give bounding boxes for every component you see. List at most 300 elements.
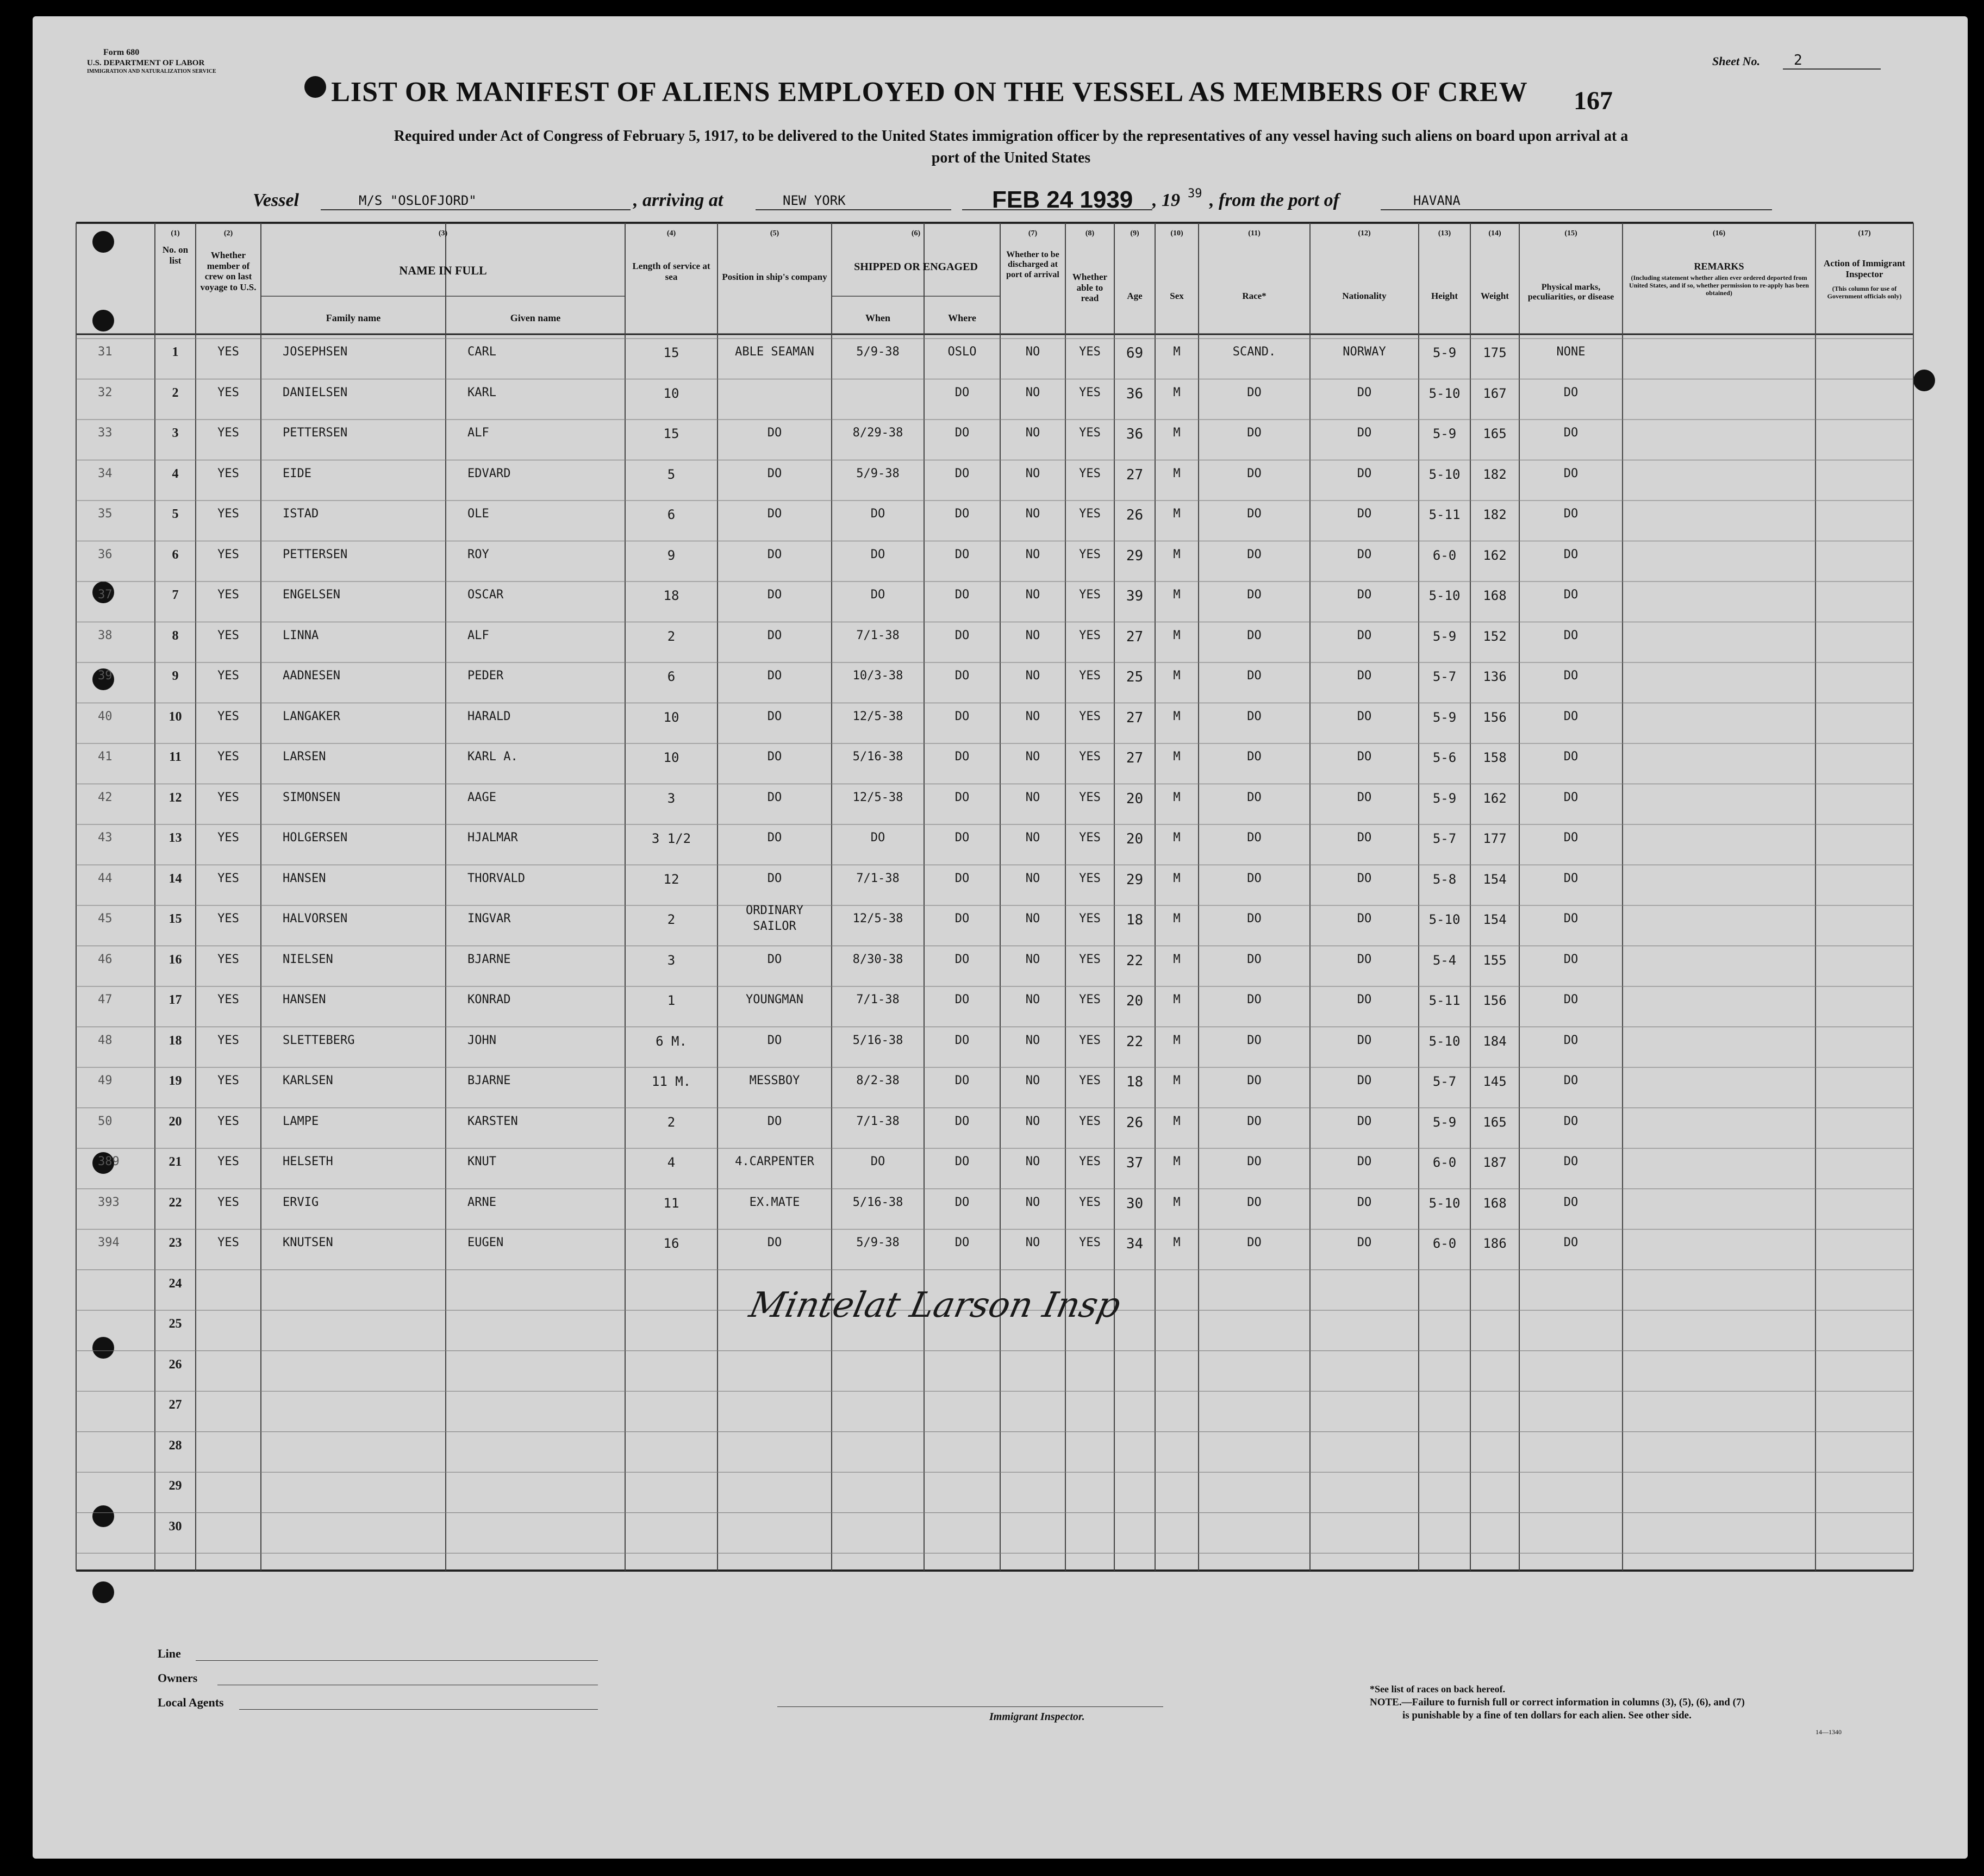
col-15-number: (15) [1564,229,1577,237]
subtitle-line-2: port of the United States [931,149,1091,166]
discharged-cell: NO [1025,1114,1040,1128]
table-row [33,1115,1968,1155]
physical-marks-cell: DO [1563,1155,1579,1168]
age-cell: 27 [1126,750,1144,766]
sex-cell: M [1173,709,1181,723]
family-name-cell: EIDE [283,466,311,480]
last-voyage-cell: YES [217,1155,239,1168]
form-code: 14—1340 [1815,1728,1842,1736]
department-name: U.S. DEPARTMENT OF LABOR [87,59,205,67]
discharged-cell: NO [1025,466,1040,480]
sex-cell: M [1173,831,1181,845]
position-cell: DO [767,1033,782,1047]
inspector-signature: Mintelat Larson Insp [746,1285,1124,1325]
physical-marks-cell: DO [1563,385,1579,399]
physical-marks-cell: DO [1563,709,1579,723]
height-cell: 5-10 [1428,466,1461,482]
given-name-cell: KNUT [467,1155,496,1168]
sex-cell: M [1173,345,1181,359]
age-cell: 22 [1126,952,1144,969]
race-cell: DO [1247,385,1262,399]
row-margin-number: 47 [98,993,113,1006]
height-cell: 6-0 [1432,547,1457,563]
last-voyage-cell: YES [217,1195,239,1209]
nationality-cell: DO [1357,1033,1372,1047]
race-cell: DO [1247,669,1262,683]
family-name-cell: PETTERSEN [283,547,348,561]
able-to-read-cell: YES [1079,385,1101,399]
nationality-cell: DO [1357,1195,1372,1209]
physical-marks-cell: DO [1563,750,1579,764]
row-margin-number: 49 [98,1074,113,1087]
shipped-where-cell: DO [954,669,970,683]
service-length-cell: 6 [667,507,676,522]
given-name-cell: KARL A. [467,750,518,764]
race-cell: SCAND. [1232,345,1276,359]
col-3-number: (3) [438,229,448,237]
height-cell: 5-9 [1432,628,1457,644]
col-1-label: No. on list [162,245,189,266]
race-cell: DO [1247,1195,1262,1209]
sheet-number: 2 [1794,52,1802,68]
age-cell: 34 [1126,1236,1144,1252]
form-title: LIST OR MANIFEST OF ALIENS EMPLOYED ON THE VESSEL AS MEMBERS OF CREW [331,77,1528,108]
table-row [33,872,1968,912]
discharged-cell: NO [1025,993,1040,1006]
nationality-cell: DO [1357,385,1372,399]
nationality-cell: DO [1357,1074,1372,1087]
position-cell: DO [767,1114,782,1128]
row-margin-number: 43 [98,831,113,845]
table-row [33,669,1968,710]
height-cell: 5-9 [1432,1114,1457,1130]
row-margin-number: 46 [98,952,113,966]
table-row [33,345,1968,386]
table-row [33,507,1968,548]
discharged-cell: NO [1025,1033,1040,1047]
row-number: 5 [172,507,179,521]
physical-marks-cell: DO [1563,1195,1579,1209]
height-cell: 5-11 [1428,507,1461,522]
service-length-cell: 16 [663,1236,679,1251]
footer-agents-label: Local Agents [158,1696,224,1709]
shipped-when-cell: 5/9-38 [856,345,900,359]
given-name-cell: EDVARD [467,466,511,480]
sex-cell: M [1173,588,1181,602]
family-name-cell: PETTERSEN [283,426,348,440]
discharged-cell: NO [1025,709,1040,723]
col-8-number: (8) [1085,229,1095,237]
last-voyage-cell: YES [217,750,239,764]
table-row [33,993,1968,1034]
position-cell: ABLE SEAMAN [735,345,814,359]
family-name-cell: DANIELSEN [283,385,348,399]
vessel-label: Vessel [253,190,299,210]
weight-cell: 152 [1483,628,1507,644]
nationality-cell: DO [1357,709,1372,723]
immigrant-inspector-label: Immigrant Inspector. [989,1711,1085,1723]
col-7-label: Whether to be discharged at port of arrival [1006,250,1059,279]
family-name-cell: LANGAKER [283,709,340,723]
shipped-where-cell: DO [954,547,970,561]
race-cell: DO [1247,1033,1262,1047]
table-row [33,588,1968,629]
table-row [33,1196,1968,1236]
position-cell: 4.CARPENTER [735,1155,814,1168]
from-label: , from the port of [1209,190,1339,210]
page-number: 167 [1574,86,1613,115]
service-length-cell: 2 [667,1114,676,1130]
last-voyage-cell: YES [217,507,239,521]
row-number: 24 [169,1276,182,1291]
weight-cell: 162 [1483,790,1507,806]
shipped-when-cell: 5/9-38 [856,466,900,480]
table-row [33,710,1968,751]
position-cell: DO [767,790,782,804]
discharged-cell: NO [1025,426,1040,440]
given-name-cell: KARL [467,385,496,399]
row-margin-number: 394 [98,1236,120,1249]
shipped-where-cell: DO [954,993,970,1006]
age-cell: 39 [1126,588,1144,604]
shipped-where-cell: DO [954,912,970,926]
col-17-number: (17) [1858,229,1871,237]
weight-cell: 168 [1483,588,1507,603]
height-cell: 5-8 [1432,871,1457,887]
age-cell: 20 [1126,993,1144,1009]
height-cell: 5-6 [1432,750,1457,765]
service-length-cell: 11 M. [651,1074,691,1089]
height-cell: 5-9 [1432,709,1457,725]
height-cell: 5-4 [1432,952,1457,968]
row-number: 28 [169,1438,182,1453]
shipped-when-cell: 5/9-38 [856,1236,900,1249]
shipped-when-cell: 7/1-38 [856,871,900,885]
service-name: IMMIGRATION AND NATURALIZATION SERVICE [87,68,216,74]
weight-cell: 165 [1483,1114,1507,1130]
col-17-sublabel: (This column for use of Government officials only) [1827,285,1902,300]
given-name-cell: INGVAR [467,912,511,926]
shipped-when-cell: 8/30-38 [852,952,903,966]
table-row [33,791,1968,831]
able-to-read-cell: YES [1079,1236,1101,1249]
age-cell: 69 [1126,345,1144,361]
last-voyage-cell: YES [217,547,239,561]
row-number: 23 [169,1236,182,1250]
row-number: 22 [169,1195,182,1210]
col-6-when-label: When [865,312,890,323]
sex-cell: M [1173,385,1181,399]
col-3-given-label: Given name [510,312,561,323]
discharged-cell: NO [1025,790,1040,804]
last-voyage-cell: YES [217,426,239,440]
col-7-number: (7) [1028,229,1038,237]
shipped-where-cell: DO [954,750,970,764]
col-11-number: (11) [1248,229,1261,237]
given-name-cell: HARALD [467,709,511,723]
family-name-cell: LINNA [283,628,319,642]
discharged-cell: NO [1025,345,1040,359]
weight-cell: 187 [1483,1155,1507,1170]
last-voyage-cell: YES [217,588,239,602]
discharged-cell: NO [1025,507,1040,521]
family-name-cell: SIMONSEN [283,790,340,804]
shipped-when-cell: DO [870,831,885,845]
service-length-cell: 10 [663,750,679,765]
row-number: 8 [172,628,179,643]
discharged-cell: NO [1025,871,1040,885]
col-15-label: Physical marks, peculiarities, or disease [1527,283,1614,302]
col-16-label: REMARKS [1694,261,1744,272]
nationality-cell: DO [1357,871,1372,885]
position-cell: DO [767,426,782,440]
sex-cell: M [1173,1074,1181,1087]
race-cell: DO [1247,709,1262,723]
col-10-label: Sex [1170,291,1184,301]
col-12-label: Nationality [1342,291,1387,301]
footer-owners-label: Owners [158,1671,198,1685]
able-to-read-cell: YES [1079,1074,1101,1087]
physical-marks-cell: DO [1563,547,1579,561]
family-name-cell: SLETTEBERG [283,1033,355,1047]
height-cell: 5-7 [1432,1074,1457,1089]
position-cell: MESSBOY [749,1074,800,1087]
able-to-read-cell: YES [1079,831,1101,845]
shipped-when-cell: 8/29-38 [852,426,903,440]
weight-cell: 155 [1483,952,1507,968]
service-length-cell: 4 [667,1155,676,1170]
height-cell: 5-7 [1432,831,1457,846]
col-9-label: Age [1127,291,1143,301]
sex-cell: M [1173,952,1181,966]
shipped-when-cell: DO [870,547,885,561]
height-cell: 5-11 [1428,993,1461,1008]
col-11-label: Race* [1242,291,1266,301]
position-cell: DO [767,669,782,683]
age-cell: 36 [1126,426,1144,442]
nationality-cell: DO [1357,1155,1372,1168]
height-cell: 5-10 [1428,1033,1461,1049]
last-voyage-cell: YES [217,345,239,359]
row-margin-number: 45 [98,912,113,926]
age-cell: 27 [1126,466,1144,483]
row-margin-number: 35 [98,507,113,521]
position-cell: DO [767,628,782,642]
last-voyage-cell: YES [217,1114,239,1128]
able-to-read-cell: YES [1079,709,1101,723]
service-length-cell: 10 [663,385,679,401]
position-cell: DO [767,952,782,966]
nationality-cell: DO [1357,588,1372,602]
race-cell: DO [1247,912,1262,926]
last-voyage-cell: YES [217,669,239,683]
weight-cell: 162 [1483,547,1507,563]
sex-cell: M [1173,628,1181,642]
last-voyage-cell: YES [217,993,239,1006]
weight-cell: 168 [1483,1195,1507,1211]
year-prefix: , 19 [1152,190,1180,210]
given-name-cell: ARNE [467,1195,496,1209]
service-length-cell: 3 [667,790,676,806]
footer-line-label: Line [158,1647,181,1660]
age-cell: 20 [1126,831,1144,847]
able-to-read-cell: YES [1079,345,1101,359]
row-number: 2 [172,385,179,400]
service-length-cell: 10 [663,709,679,725]
family-name-cell: HANSEN [283,993,326,1006]
race-cell: DO [1247,790,1262,804]
sex-cell: M [1173,426,1181,440]
discharged-cell: NO [1025,912,1040,926]
race-cell: DO [1247,750,1262,764]
row-margin-number: 48 [98,1033,113,1047]
family-name-cell: LAMPE [283,1114,319,1128]
height-cell: 6-0 [1432,1236,1457,1251]
physical-marks-cell: DO [1563,628,1579,642]
row-number: 11 [169,750,182,764]
discharged-cell: NO [1025,547,1040,561]
service-length-cell: 6 M. [656,1033,687,1049]
discharged-cell: NO [1025,1195,1040,1209]
able-to-read-cell: YES [1079,588,1101,602]
table-row [33,386,1968,427]
nationality-cell: DO [1357,426,1372,440]
family-name-cell: ENGELSEN [283,588,340,602]
row-margin-number: 36 [98,547,113,561]
physical-marks-cell: DO [1563,912,1579,926]
age-cell: 27 [1126,709,1144,726]
physical-marks-cell: DO [1563,426,1579,440]
given-name-cell: OSCAR [467,588,504,602]
date-stamp: FEB 24 1939 [992,186,1133,213]
height-cell: 5-9 [1432,345,1457,360]
discharged-cell: NO [1025,952,1040,966]
race-cell: DO [1247,831,1262,845]
age-cell: 18 [1126,1074,1144,1090]
nationality-cell: DO [1357,1114,1372,1128]
col-2-label: Whether member of crew on last voyage to U.S. [200,250,257,292]
family-name-cell: KARLSEN [283,1074,333,1087]
service-length-cell: 9 [667,547,676,563]
physical-marks-cell: DO [1563,1236,1579,1249]
shipped-where-cell: DO [954,1195,970,1209]
table-row [33,426,1968,467]
last-voyage-cell: YES [217,628,239,642]
nationality-cell: DO [1357,952,1372,966]
row-number: 19 [169,1074,182,1088]
row-margin-number: 37 [98,588,113,602]
age-cell: 20 [1126,790,1144,807]
sex-cell: M [1173,1195,1181,1209]
able-to-read-cell: YES [1079,507,1101,521]
age-cell: 26 [1126,1114,1144,1131]
service-length-cell: 11 [663,1195,679,1211]
shipped-when-cell: 5/16-38 [852,1195,903,1209]
discharged-cell: NO [1025,1236,1040,1249]
given-name-cell: OLE [467,507,489,521]
position-cell: DO [767,871,782,885]
age-cell: 36 [1126,385,1144,402]
row-number: 4 [172,466,179,481]
row-number: 16 [169,952,182,967]
last-voyage-cell: YES [217,385,239,399]
table-row [33,953,1968,993]
position-cell: DO [767,547,782,561]
manifest-sheet [33,16,1968,1859]
position-cell: DO [767,709,782,723]
able-to-read-cell: YES [1079,547,1101,561]
shipped-when-cell: 10/3-38 [852,669,903,683]
nationality-cell: DO [1357,993,1372,1006]
given-name-cell: HJALMAR [467,831,518,845]
weight-cell: 154 [1483,912,1507,927]
shipped-where-cell: DO [954,1033,970,1047]
row-number: 17 [169,993,182,1007]
row-margin-number: 38 [98,628,113,642]
sex-cell: M [1173,1155,1181,1168]
race-cell: DO [1247,1236,1262,1249]
table-row [33,1074,1968,1115]
position-cell: DO [767,466,782,480]
given-name-cell: ROY [467,547,489,561]
weight-cell: 182 [1483,507,1507,522]
row-number: 20 [169,1114,182,1129]
service-length-cell: 2 [667,912,676,927]
service-length-cell: 2 [667,628,676,644]
nationality-cell: DO [1357,466,1372,480]
height-cell: 5-9 [1432,426,1457,441]
able-to-read-cell: YES [1079,993,1101,1006]
able-to-read-cell: YES [1079,426,1101,440]
sex-cell: M [1173,669,1181,683]
row-number: 6 [172,547,179,562]
col-16-sublabel: (Including statement whether alien ever ordered deported from United States, and if so, whether permission to re-apply has been obtained) [1629,274,1809,297]
family-name-cell: HANSEN [283,871,326,885]
family-name-cell: HALVORSEN [283,912,348,926]
last-voyage-cell: YES [217,871,239,885]
row-number: 25 [169,1317,182,1331]
col-6-label: SHIPPED OR ENGAGED [854,261,978,273]
row-margin-number: 42 [98,790,113,804]
weight-cell: 175 [1483,345,1507,360]
family-name-cell: HOLGERSEN [283,831,348,845]
col-13-label: Height [1431,291,1458,301]
col-2-number: (2) [223,229,233,237]
weight-cell: 184 [1483,1033,1507,1049]
shipped-where-cell: DO [954,709,970,723]
able-to-read-cell: YES [1079,871,1101,885]
given-name-cell: KONRAD [467,993,511,1006]
physical-marks-cell: DO [1563,952,1579,966]
discharged-cell: NO [1025,628,1040,642]
col-5-label: Position in ship's company [722,272,827,282]
row-number: 29 [169,1479,182,1493]
col-14-label: Weight [1481,291,1509,301]
shipped-when-cell: DO [870,1155,885,1168]
col-4-number: (4) [666,229,676,237]
age-cell: 29 [1126,547,1144,564]
shipped-where-cell: DO [954,1074,970,1087]
discharged-cell: NO [1025,669,1040,683]
age-cell: 30 [1126,1195,1144,1212]
row-margin-number: 393 [98,1195,120,1209]
physical-marks-cell: DO [1563,831,1579,845]
discharged-cell: NO [1025,588,1040,602]
given-name-cell: EUGEN [467,1236,504,1249]
nationality-cell: DO [1357,507,1372,521]
row-margin-number: 41 [98,750,113,764]
family-name-cell: AADNESEN [283,669,340,683]
